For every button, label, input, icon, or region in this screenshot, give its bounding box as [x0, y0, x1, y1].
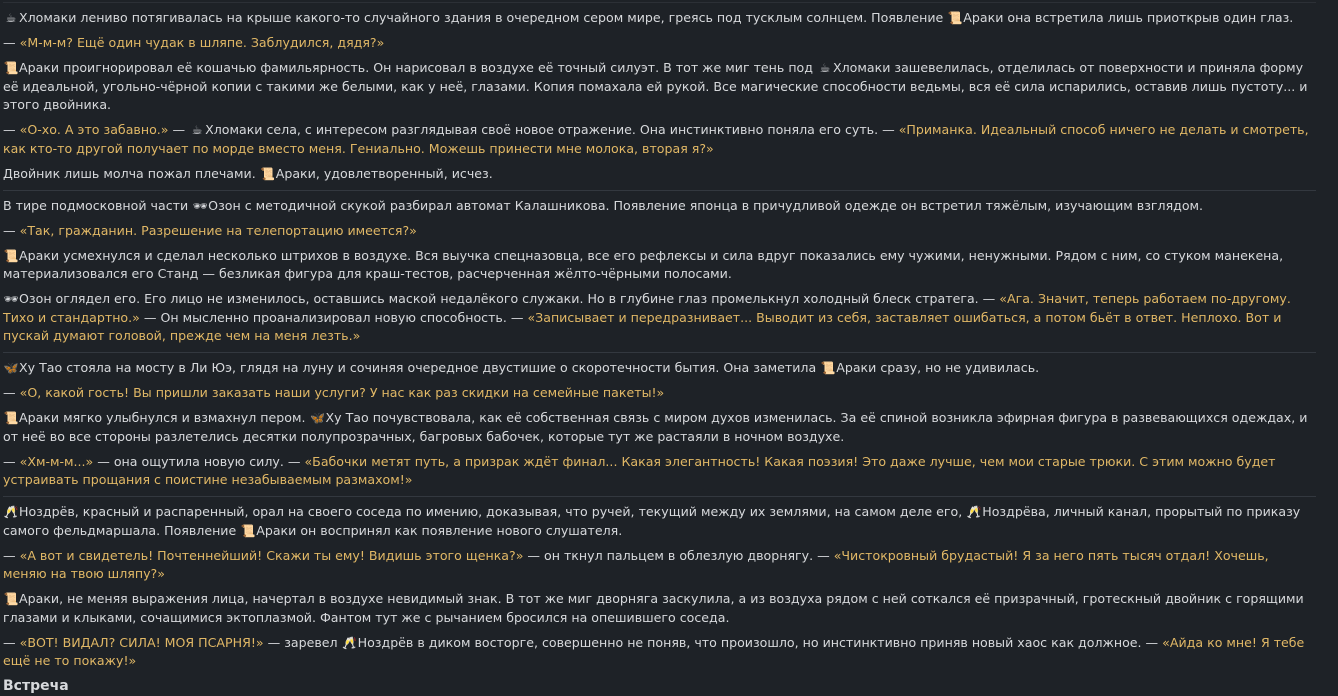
- story-section: [3, 2, 1316, 183]
- story-paragraph: [3, 290, 1316, 346]
- story-section: [3, 352, 1316, 490]
- narration-text: Ноздрёва, личный канал, прорытый по приказу самого фельдмаршала. Появление: [3, 504, 1301, 538]
- story-paragraph: [3, 121, 1316, 158]
- narration-text: Араки сразу, но не удивилась.: [836, 360, 1040, 375]
- story-paragraph: [3, 34, 1316, 53]
- character-emoji-icon: 🦋: [310, 411, 325, 425]
- dialogue-quote: «Айда ко мне! Я тебе ещё не то покажу!»: [3, 634, 1305, 668]
- character-emoji-icon: 📜: [820, 361, 836, 375]
- character-emoji-icon: 🦋: [3, 361, 19, 375]
- story-paragraph: [3, 547, 1316, 584]
- character-emoji-icon: 📜: [3, 248, 19, 263]
- narration-text: Хломаки села, с интересом разглядывая своё новое отражение. Она инстинктивно поняла его суть. —: [205, 122, 899, 137]
- dialogue-quote: «М-м-м? Ещё один чудак в шляпе. Заблудился, дядя?»: [19, 35, 385, 50]
- story-paragraph: [3, 247, 1316, 284]
- narration-text: Двойник лишь молча пожал плечами.: [3, 165, 260, 181]
- dialogue-quote: «Записывает и передразнивает... Выводит из себя, заставляет ошибаться, а потом бьёт в ответ. Неплохо. Вот и пускай думают головой, прежде чем на меня лезть.»: [3, 309, 1282, 343]
- character-emoji-icon: ☕: [5, 11, 17, 25]
- narration-text: Араки мягко улыбнулся и взмахнул пером.: [19, 410, 310, 425]
- narration-text: Араки проигнорировал её кошачью фамильярность. Он нарисовал в воздухе её точный силуэт. В тот же миг тень под: [19, 60, 817, 75]
- character-emoji-icon: 📜: [3, 592, 19, 606]
- story-paragraph: [3, 59, 1316, 115]
- narration-text: Ху Тао почувствовала, как её собственная связь с миром духов изменилась. За её спиной возникла эфирная фигура в развевающихся одеждах, и от неё во все стороны разлетелись десятки полупрозрачных, багровых бабочек, которые тут же растаяли в ночном воздухе.: [3, 410, 1308, 444]
- narration-text: Озон с методичной скукой разбирал автомат Калашникова. Появление японца в причудливой одежде он встретил тяжёлым, изучающим взглядом.: [208, 197, 1204, 213]
- story-paragraph: [3, 165, 1316, 184]
- narration-text: —: [3, 122, 20, 137]
- character-emoji-icon: 📜: [3, 411, 19, 425]
- story-paragraph: [3, 503, 1316, 540]
- next-section-heading: Встреча: [3, 678, 69, 694]
- character-emoji-icon: 📜: [3, 61, 19, 75]
- story-paragraph: [3, 197, 1316, 216]
- dialogue-quote: «О-хо. А это забавно.»: [19, 122, 169, 137]
- narration-text: Хломаки зашевелилась, отделилась от поверхности и приняла форму её идеальной, угольно-чёрной копии с такими же белыми, как у неё, глазами. Копия помахала ей рукой. Все магические способности ведьмы, вся её сила испарились, оставив лишь пустоту... и этого двойника.: [3, 60, 1308, 112]
- narration-text: Ноздрёв, красный и распаренный, орал на своего соседа по имению, доказывая, что ручей, текущий между их землями, на самом деле его,: [19, 504, 967, 519]
- narration-text: В тире подмосковной части: [3, 197, 193, 213]
- character-emoji-icon: 🕶: [192, 198, 208, 213]
- character-emoji-icon: 🥂: [342, 635, 358, 650]
- narration-text: Хломаки лениво потягивалась на крыше какого-то случайного здания в очередном сером мире, греясь под тусклым солнцем. Появление: [19, 10, 948, 25]
- story-paragraph: [3, 590, 1316, 627]
- story-paragraph: [3, 634, 1316, 671]
- character-emoji-icon: ☕: [191, 123, 203, 137]
- character-emoji-icon: 🥂: [3, 505, 19, 519]
- story-paragraph: [3, 409, 1316, 446]
- narration-text: — он ткнул пальцем в облезлую дворнягу. —: [523, 547, 834, 563]
- dialogue-quote: «О, какой гость! Вы пришли заказать наши услуги? У нас как раз скидки на семейные пакеты!»: [19, 385, 665, 400]
- character-emoji-icon: 📜: [260, 166, 276, 181]
- character-emoji-icon: 🥂: [966, 505, 982, 519]
- narration-text: —: [3, 222, 20, 238]
- dialogue-quote: «ВОТ! ВИДАЛ? СИЛА! МОЯ ПСАРНЯ!»: [19, 634, 264, 650]
- narration-text: Араки, не меняя выражения лица, начертал в воздухе невидимый знак. В тот же миг дворняга заскулила, а из воздуха рядом с ней соткался её призрачный, гротескный двойник с горящими глазами и клыками, сочащимися эктоплазмой. Фантом тут же с рычанием бросился на опешившего соседа.: [3, 591, 1304, 625]
- dialogue-quote: «Приманка. Идеальный способ ничего не делать и смотреть, как кто-то другой получает по морде вместо меня. Гениально. Можешь принести мне молока, вторая я?»: [3, 122, 1309, 156]
- narration-text: Араки, удовлетворенный, исчез.: [275, 165, 493, 181]
- narration-text: —: [3, 385, 20, 400]
- narration-text: — заревел: [263, 634, 342, 650]
- narration-text: Ху Тао стояла на мосту в Ли Юэ, глядя на луну и сочиняя очередное двустишие о скоротечности бытия. Она заметила: [19, 360, 821, 375]
- story-paragraph: [3, 9, 1316, 28]
- story-paragraph: [3, 222, 1316, 241]
- character-emoji-icon: 🕶: [3, 292, 19, 306]
- dialogue-quote: «Чистокровный брудастый! Я за него пять тысяч отдал! Хочешь, меняю на твою шляпу?»: [3, 547, 1269, 581]
- character-emoji-icon: 📜: [947, 11, 963, 25]
- story-paragraph: [3, 359, 1316, 378]
- narration-text: Араки усмехнулся и сделал несколько штрихов в воздухе. Вся выучка спецназовца, все его рефлексы и сила вдруг показались ему чужими, ненужными. Рядом с ним, со стуком манекена, материализовался его Станд — безликая фигура для краш-тестов, расчерченная жёлто-чёрными полосами.: [3, 247, 1284, 281]
- narration-text: —: [3, 453, 20, 469]
- story-paragraph: [3, 384, 1316, 403]
- dialogue-quote: «Бабочки метят путь, а призрак ждёт финал... Какая элегантность! Какая поэзия! Это даже лучше, чем мои старые трюки. С этим можно будет устраивать прощания с поистине незабываемым размахом!»: [3, 453, 1276, 487]
- narration-text: Ноздрёв в диком восторге, совершенно не поняв, что произошло, но инстинктивно приняв новый хаос как должное. —: [357, 634, 1163, 650]
- narration-text: — Он мысленно проанализировал новую способность. —: [139, 309, 528, 325]
- narration-text: Араки он воспринял как появление нового слушателя.: [256, 522, 623, 538]
- character-emoji-icon: 📜: [240, 523, 256, 538]
- narration-text: —: [3, 35, 20, 50]
- narration-text: —: [3, 634, 20, 650]
- narration-text: — она ощутила новую силу. —: [93, 453, 305, 469]
- narration-text: —: [3, 547, 20, 563]
- narration-text: —: [168, 122, 190, 137]
- dialogue-quote: «Так, гражданин. Разрешение на телепортацию имеется?»: [19, 222, 417, 238]
- dialogue-quote: «Ага. Значит, теперь работаем по-другому. Тихо и стандартно.»: [3, 291, 1291, 325]
- story-paragraph: [3, 453, 1316, 490]
- dialogue-quote: «А вот и свидетель! Почтеннейший! Скажи ты ему! Видишь этого щенка?»: [19, 547, 524, 563]
- narration-text: Озон оглядел его. Его лицо не изменилось, оставшись маской недалёкого служаки. Но в глубине глаз промелькнул холодный блеск стратега. —: [19, 291, 1000, 306]
- dialogue-quote: «Хм-м-м...»: [19, 453, 94, 469]
- character-emoji-icon: ☕: [819, 61, 831, 75]
- story-section: [3, 496, 1316, 671]
- narration-text: Араки она встретила лишь приоткрыв один глаз.: [963, 10, 1294, 25]
- story-section: [3, 190, 1316, 346]
